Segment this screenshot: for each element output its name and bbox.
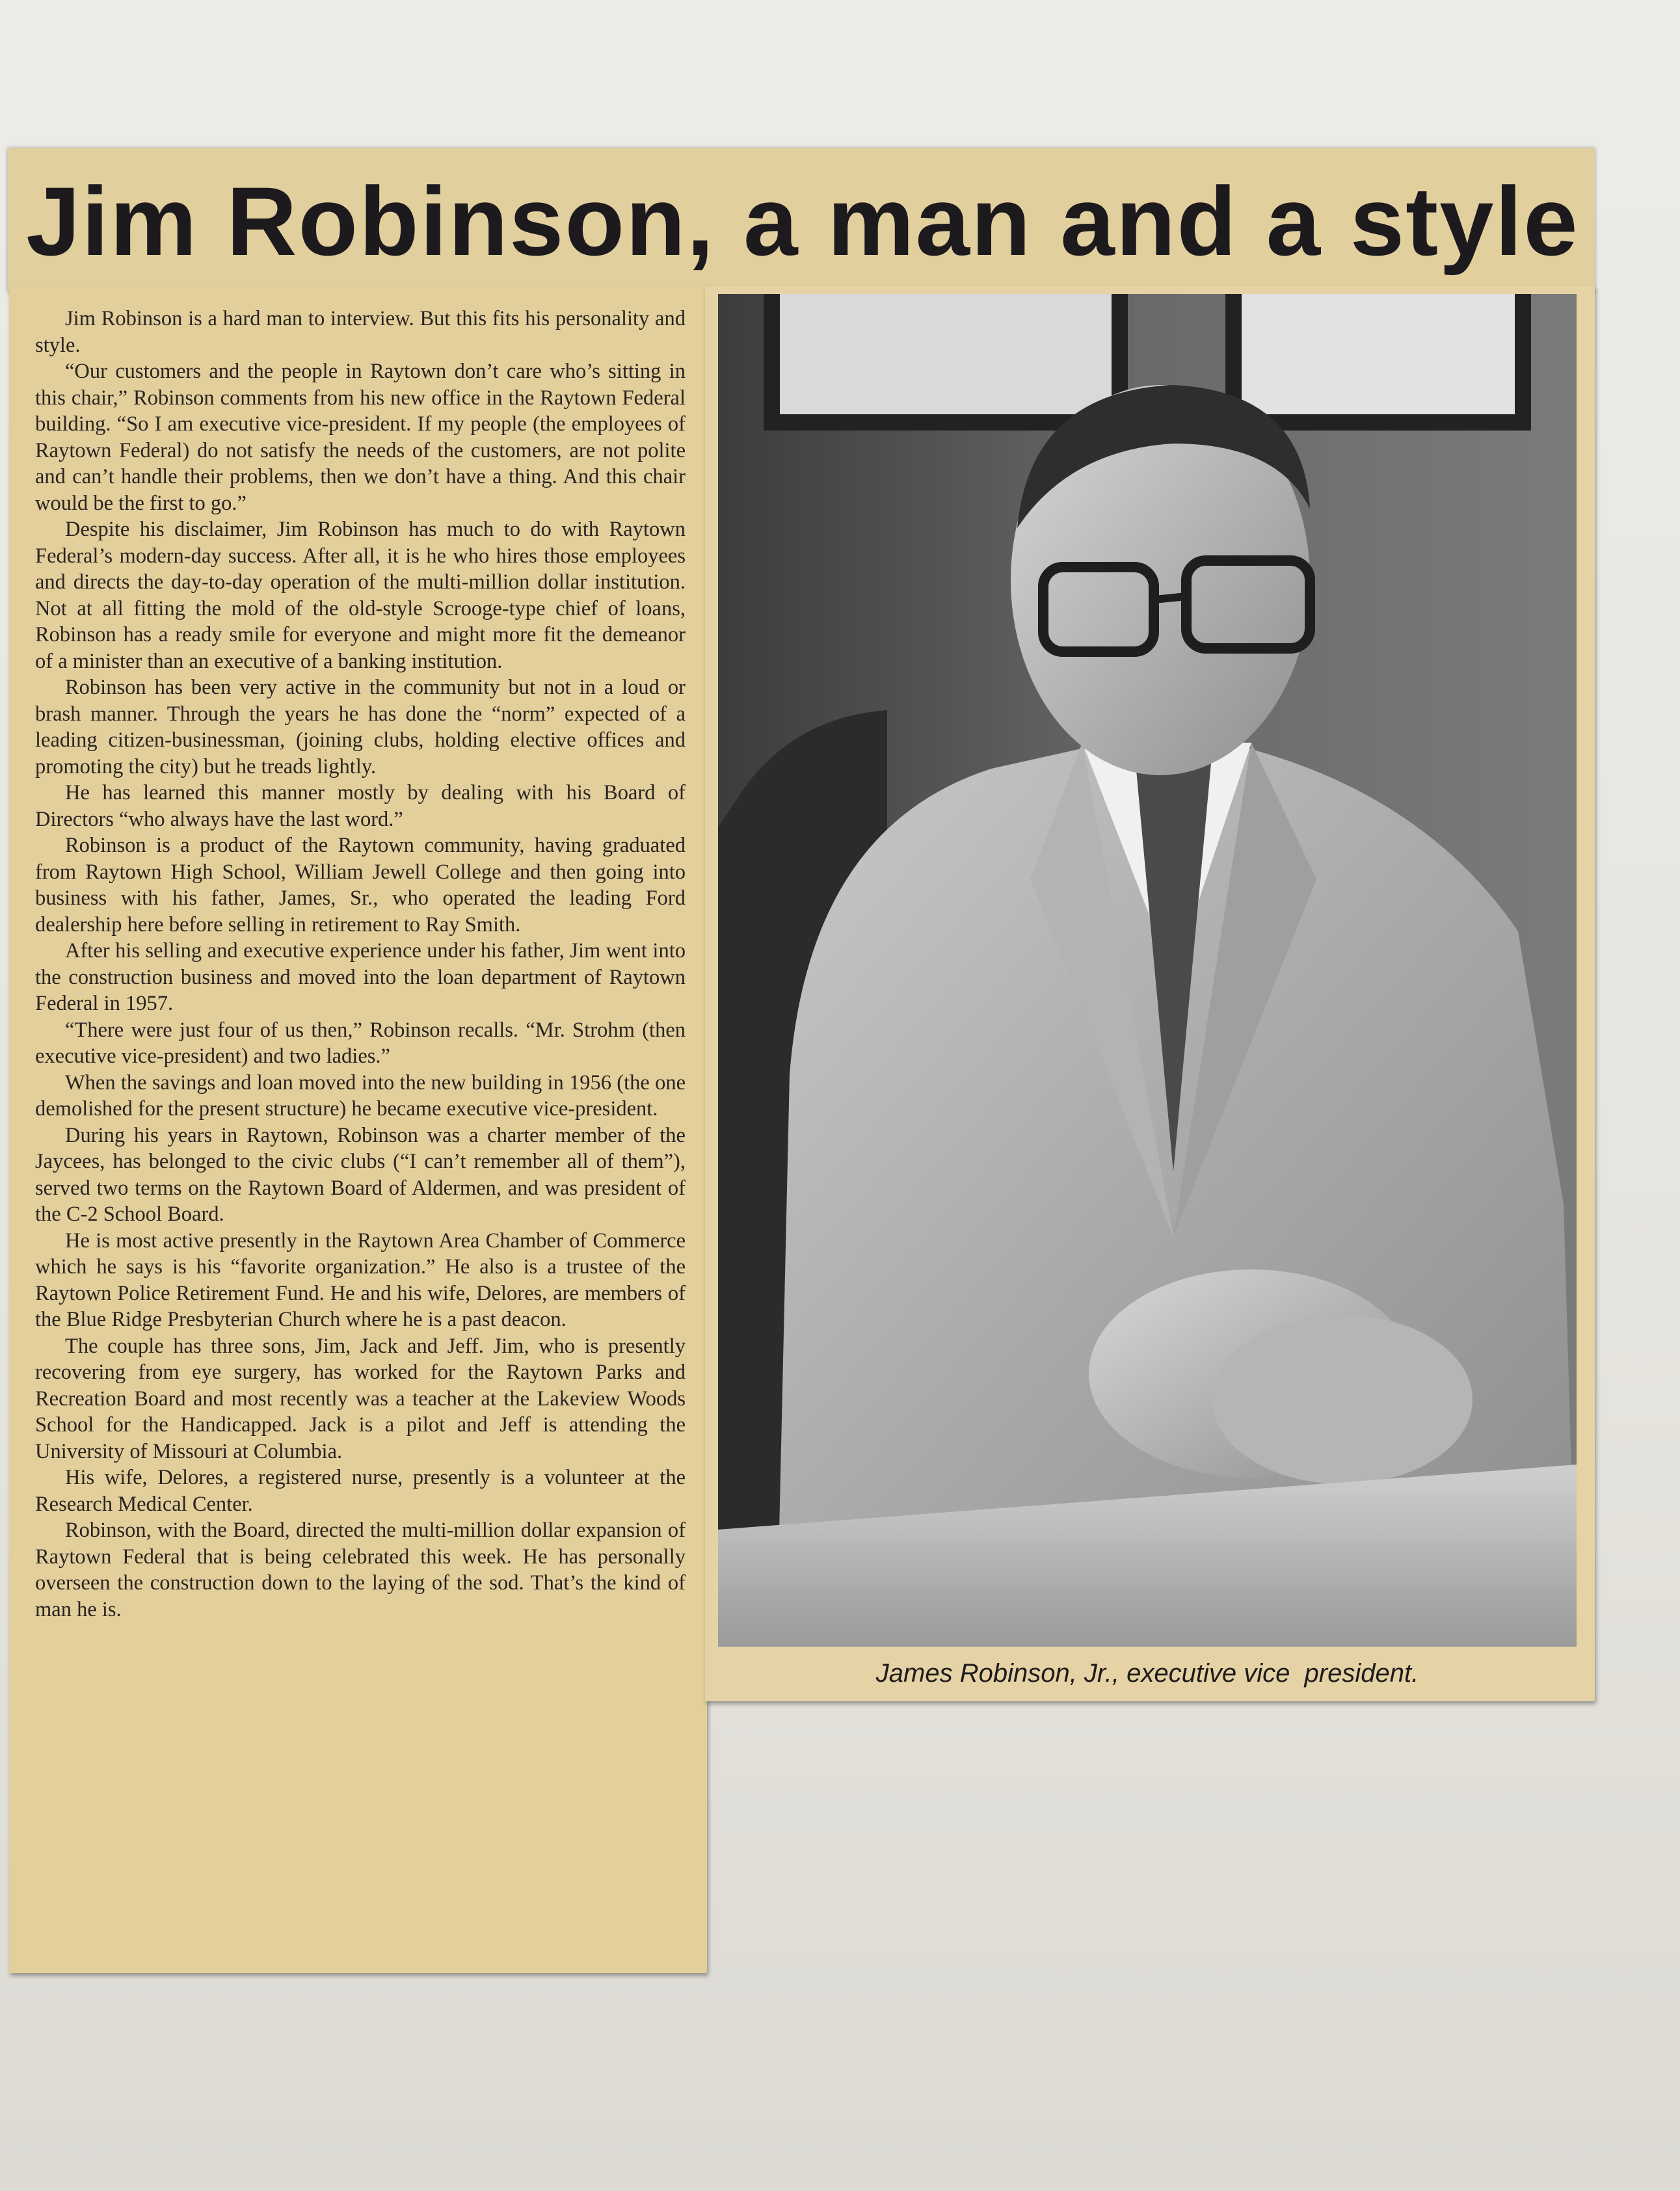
article-paragraph: “There were just four of us then,” Robinson recalls. “Mr. Strohm (then executive vice-president) and two ladies.” (35, 1018, 686, 1068)
article-paragraph: Despite his disclaimer, Jim Robinson has much to do with Raytown Federal’s modern-day success. After all, it is he who hires those employees and directs the day-to-day operation of the multi-million dollar institution. Not at all fitting the mold of the old-style Scrooge-type chief of loans, Robinson has a ready smile for everyone and might more fit the demeanor of a minister than an executive of a banking institution. (35, 518, 686, 673)
photo-caption: James Robinson, Jr., executive vice president. (875, 1659, 1419, 1688)
article-paragraph: The couple has three sons, Jim, Jack and Jeff. Jim, who is presently recovering from eye surgery, has worked for the Raytown Parks and Recreation Board and most recently was a teacher at the Lakeview Woods School for the Handicapped. Jack is a pilot and Jeff is attending the University of Missouri at Columbia. (35, 1334, 686, 1463)
headline: Jim Robinson, a man and a style (26, 166, 1579, 276)
article-paragraph: “Our customers and the people in Raytown don’t care who’s sitting in this chair,” Robinson comments from his new office in the Raytown Federal building. “So I am executive vice-president. If my people (the employees of Raytown Federal) do not satisfy the needs of the customers, are not polite and can’t handle their problems, then we don’t have a thing. And this chair would be the first to go.” (35, 360, 686, 515)
article-body (35, 306, 686, 1958)
article-paragraph: After his selling and executive experience under his father, Jim went into the construction business and moved into the loan department of Raytown Federal in 1957. (35, 939, 686, 1015)
portrait-photo (718, 294, 1577, 1647)
article-paragraph: Jim Robinson is a hard man to interview. But this fits his personality and style. (35, 307, 686, 357)
article-paragraph: When the savings and loan moved into the new building in 1956 (the one demolished for the present structure) he became executive vice-president. (35, 1070, 686, 1121)
article-paragraph: Robinson has been very active in the community but not in a loud or brash manner. Through the years he has done the “norm” expected of a leading citizen-businessman, (joining clubs, holding elective offices and promoting the city) but he treads lightly. (35, 676, 686, 778)
article-paragraph: Robinson, with the Board, directed the multi-million dollar expansion of Raytown Federal that is being celebrated this week. He has personally overseen the construction down to the laying of the sod. That’s the kind of man he is. (35, 1519, 686, 1621)
article-paragraph: He is most active presently in the Raytown Area Chamber of Commerce which he says is his “favorite organization.” He also is a trustee of the Raytown Police Retirement Fund. He and his wife, Delores, are members of the Blue Ridge Presbyterian Church where he is a past deacon. (35, 1228, 686, 1331)
article-paragraph: His wife, Delores, a registered nurse, presently is a volunteer at the Research Medical Center. (35, 1466, 686, 1516)
article-paragraph: He has learned this manner mostly by dealing with his Board of Directors “who always have the last word.” (35, 781, 686, 831)
article-paragraph: During his years in Raytown, Robinson was a charter member of the Jaycees, has belonged to the civic clubs (“I can’t remember all of them”), served two terms on the Raytown Board of Aldermen, and was president of the C-2 School Board. (35, 1123, 686, 1226)
portrait-illustration (718, 294, 1577, 1647)
article-paragraph: Robinson is a product of the Raytown community, having graduated from Raytown High School, William Jewell College and then going into business with his father, James, Sr., who operated the leading Ford dealership here before selling in retirement to Ray Smith. (35, 834, 686, 936)
